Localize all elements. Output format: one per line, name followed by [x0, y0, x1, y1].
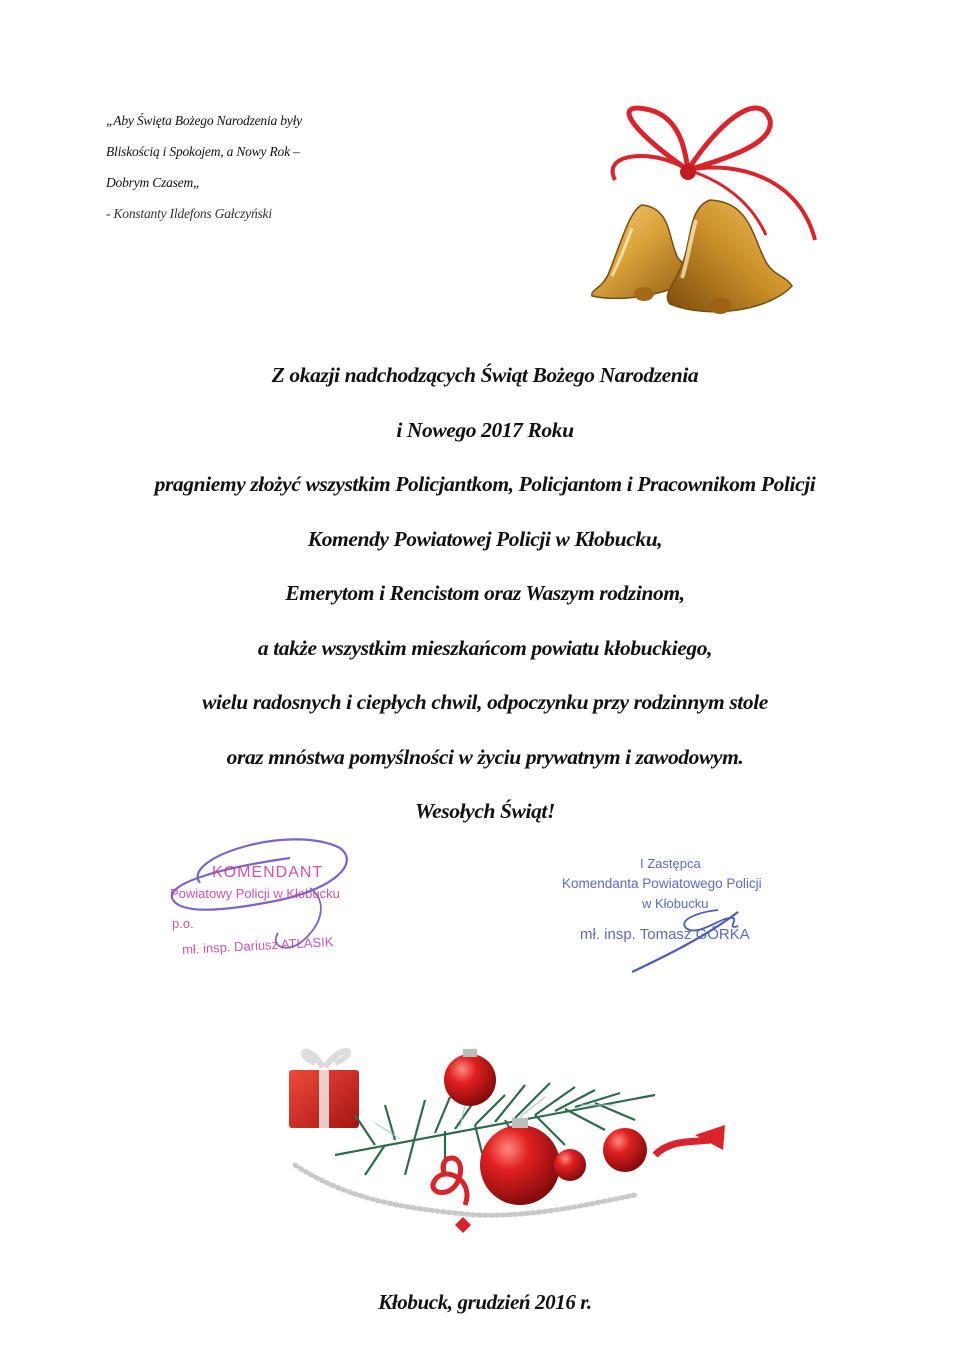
greeting-text: [100, 362, 870, 853]
quote-line-1: „Aby Święta Bożego Narodzenia były: [106, 113, 302, 128]
quote-line-3: Dobrym Czasem„: [106, 175, 201, 190]
quote-author: - Konstanty Ildefons Gałczyński: [106, 206, 272, 221]
stamp-right-line-3: w Kłobucku: [642, 896, 709, 911]
bells-ribbon-icon: [570, 90, 830, 330]
greeting-line-1: Z okazji nadchodzących Świąt Bożego Narodzenia: [271, 363, 699, 387]
greeting-line-3: pragniemy złożyć wszystkim Policjantkom, Policjantom i Pracownikom Policji: [154, 472, 816, 496]
stamp-left-line-3: p.o.: [172, 916, 194, 931]
greeting-line-4: Komendy Powiatowej Policji w Kłobucku,: [307, 526, 663, 551]
quote-block: [106, 112, 436, 236]
stamp-commander: [160, 828, 410, 968]
greeting-line-6: a także wszystkim mieszkańcom powiatu kłobuckiego,: [257, 635, 713, 660]
stamp-right-line-1: I Zastępca: [640, 856, 701, 871]
stamp-right-name: mł. insp. Tomasz GÓRKA: [580, 926, 750, 943]
stamp-deputy: [548, 850, 816, 980]
christmas-decoration-icon: [275, 1005, 730, 1245]
stamp-left-line-2: Powiatowy Policji w Kłobucku: [170, 886, 340, 901]
stamp-left-name: mł. insp. Dariusz ATŁASIK: [181, 934, 334, 957]
greeting-closing: Wesołych Świąt!: [415, 799, 555, 823]
place-date: Kłobuck, grudzień 2016 r.: [378, 1290, 592, 1314]
greeting-line-7: wielu radosnych i ciepłych chwil, odpoczynku przy rodzinnym stole: [202, 690, 768, 714]
stamp-left-title: KOMENDANT: [212, 864, 324, 881]
greeting-line-8: oraz mnóstwa pomyślności w życiu prywatnym i zawodowym.: [226, 744, 744, 769]
greeting-line-5: Emerytom i Rencistom oraz Waszym rodzinom,: [285, 581, 685, 605]
stamp-right-line-2: Komendanta Powiatowego Policji: [562, 876, 762, 891]
quote-line-2: Bliskością i Spokojem, a Nowy Rok –: [106, 144, 300, 159]
greeting-line-2: i Nowego 2017 Roku: [396, 417, 574, 442]
